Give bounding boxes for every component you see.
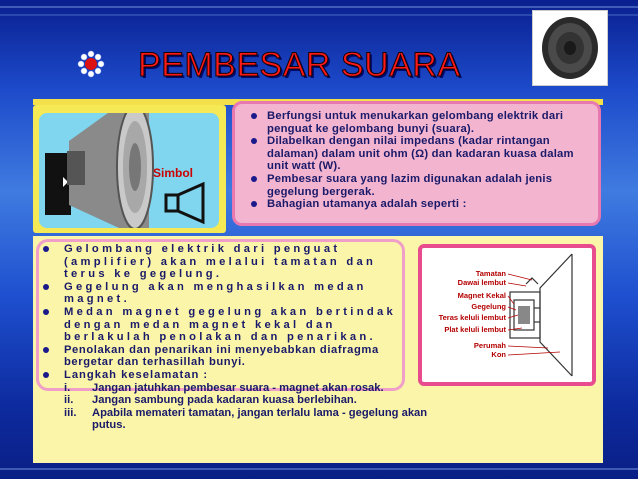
diagram-label: Perumah	[473, 341, 506, 350]
diagram-label: Dawai lembut	[457, 278, 506, 287]
flower-bullet-icon	[77, 50, 105, 78]
safety-step-number: iii.	[64, 406, 77, 419]
explanation-bullet: Penolakan dan penarikan ini menyebabkan diafragma bergetar dan terhasillah bunyi.	[40, 344, 416, 369]
safety-step-number: i.	[64, 381, 71, 394]
speaker-symbol-icon	[163, 181, 213, 225]
explanation-bullet: Gelombang elektrik dari penguat (amplifier) akan melalui tamatan dan terus ke gegelung.	[40, 243, 416, 281]
diagram-label: Magnet Kekal	[457, 291, 506, 300]
safety-step-continuation: putus.	[92, 419, 126, 432]
symbol-label: Simbol	[153, 166, 194, 180]
explanation-text	[40, 243, 600, 432]
diagram-label: Gegelung	[471, 302, 506, 311]
diagram-label: Tamatan	[475, 269, 506, 278]
safety-step	[40, 394, 600, 407]
speaker-photo-icon	[533, 11, 607, 85]
safety-step-text: Apabila memateri tamatan, jangan terlalu lama - gegelung akan	[92, 406, 428, 419]
explanation-bullet: Gegelung akan menghasilkan medan magnet.	[40, 281, 416, 306]
safety-step-number: ii.	[64, 394, 74, 407]
safety-step-text: Jangan jatuhkan pembesar suara - magnet akan rosak.	[92, 381, 384, 394]
safety-step-text: Jangan sambung pada kadaran kuasa berlebihan.	[92, 394, 357, 407]
description-bullet: Berfungsi untuk menukarkan gelombang elektrik dari penguat ke gelombang bunyi (suara).	[249, 110, 588, 135]
description-bullet: Bahagian utamanya adalah seperti :	[249, 198, 588, 211]
explanation-bullet: Medan magnet gegelung akan bertindak dengan medan magnet kekal dan berlakulah penolakan dan penarikan.	[40, 306, 416, 344]
safety-heading: Langkah keselamatan :	[40, 369, 600, 382]
function-description-box	[232, 101, 601, 226]
description-bullet: Dilabelkan dengan nilai impedans (kadar rintangan dalaman) dalam unit ohm (Ω) dan kadaran kuasa dalam unit watt (W).	[249, 135, 588, 173]
speaker-photo	[532, 10, 608, 86]
background-streak	[0, 468, 638, 470]
diagram-label: Plat keluli lembut	[444, 325, 506, 334]
description-bullet: Pembesar suara yang lazim digunakan adalah jenis gegelung bergerak.	[249, 173, 588, 198]
slide-title: PEMBESAR SUARA	[138, 46, 461, 84]
safety-step	[40, 407, 600, 420]
background-streak	[0, 6, 638, 8]
diagram-label: Teras keluli lembut	[438, 313, 506, 322]
safety-step	[40, 382, 600, 395]
diagram-label: Kon	[491, 350, 506, 359]
